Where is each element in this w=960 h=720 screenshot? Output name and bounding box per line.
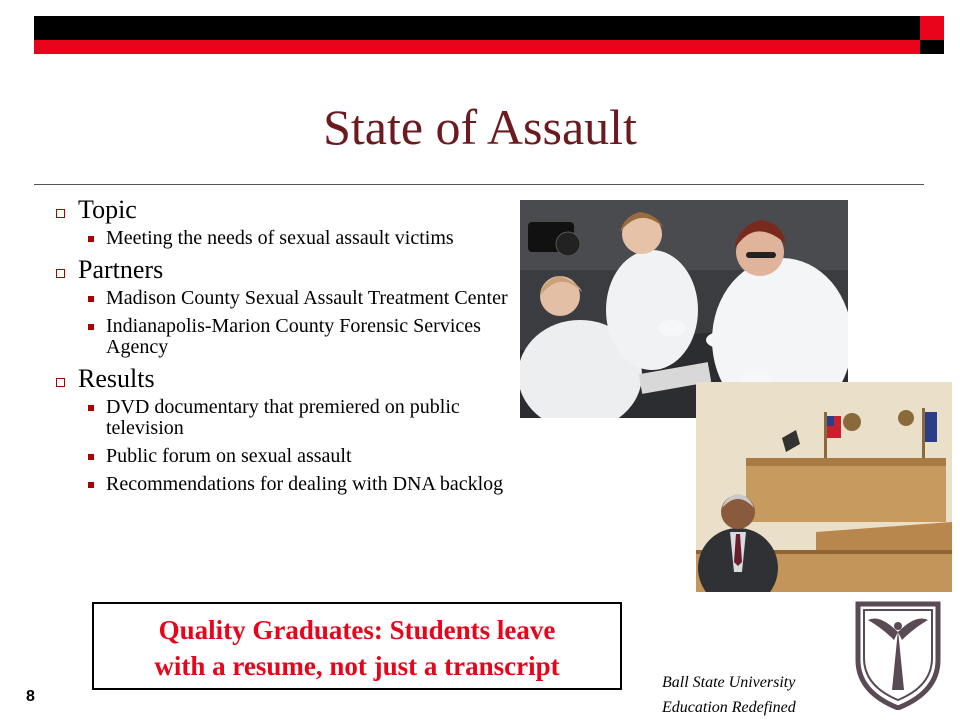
header-bar-red: [34, 40, 920, 54]
bullet-text: Madison County Sexual Assault Treatment Center: [106, 287, 508, 309]
bullet-content: [54, 196, 524, 502]
callout-box: [92, 602, 622, 690]
bullet-text: Public forum on sexual assault: [106, 445, 352, 467]
callout-line-2: with a resume, not just a transcript: [154, 651, 560, 681]
header-accent-black: [920, 40, 944, 54]
bullet-text: Indianapolis-Marion County Forensic Services Agency: [106, 315, 481, 358]
section-label: Topic: [78, 195, 137, 224]
courtroom-photo: [696, 382, 952, 592]
bullet-item: [54, 288, 524, 309]
header-accent-red: [920, 16, 944, 40]
section-results: [54, 365, 524, 393]
square-bullet-icon: [88, 236, 94, 242]
bullet-text: DVD documentary that premiered on public television: [106, 396, 460, 439]
section-label: Results: [78, 364, 155, 393]
bullet-item: [54, 316, 524, 358]
square-bullet-icon: [88, 405, 94, 411]
square-bullet-icon: [56, 269, 65, 278]
section-label: Partners: [78, 255, 164, 284]
ball-state-logo-icon: [854, 600, 942, 710]
university-name: Ball State University: [662, 674, 796, 691]
header-bar-black: [34, 16, 940, 40]
title-divider: [34, 184, 924, 185]
square-bullet-icon: [56, 378, 65, 387]
section-partners: [54, 256, 524, 284]
section-topic: [54, 196, 524, 224]
tagline: Education Redefined: [662, 699, 796, 716]
square-bullet-icon: [88, 482, 94, 488]
bullet-item: [54, 397, 524, 439]
page-number: 8: [26, 688, 35, 705]
square-bullet-icon: [88, 324, 94, 330]
bullet-text: Meeting the needs of sexual assault victims: [106, 227, 454, 249]
square-bullet-icon: [88, 296, 94, 302]
square-bullet-icon: [56, 209, 65, 218]
square-bullet-icon: [88, 454, 94, 460]
bullet-item: [54, 474, 524, 495]
bullet-item: [54, 228, 524, 249]
university-tagline: [662, 670, 796, 720]
bullet-text: Recommendations for dealing with DNA backlog: [106, 473, 504, 495]
slide-title: State of Assault: [323, 99, 637, 155]
callout-line-1: Quality Graduates: Students leave: [158, 615, 556, 645]
bullet-item: [54, 446, 524, 467]
